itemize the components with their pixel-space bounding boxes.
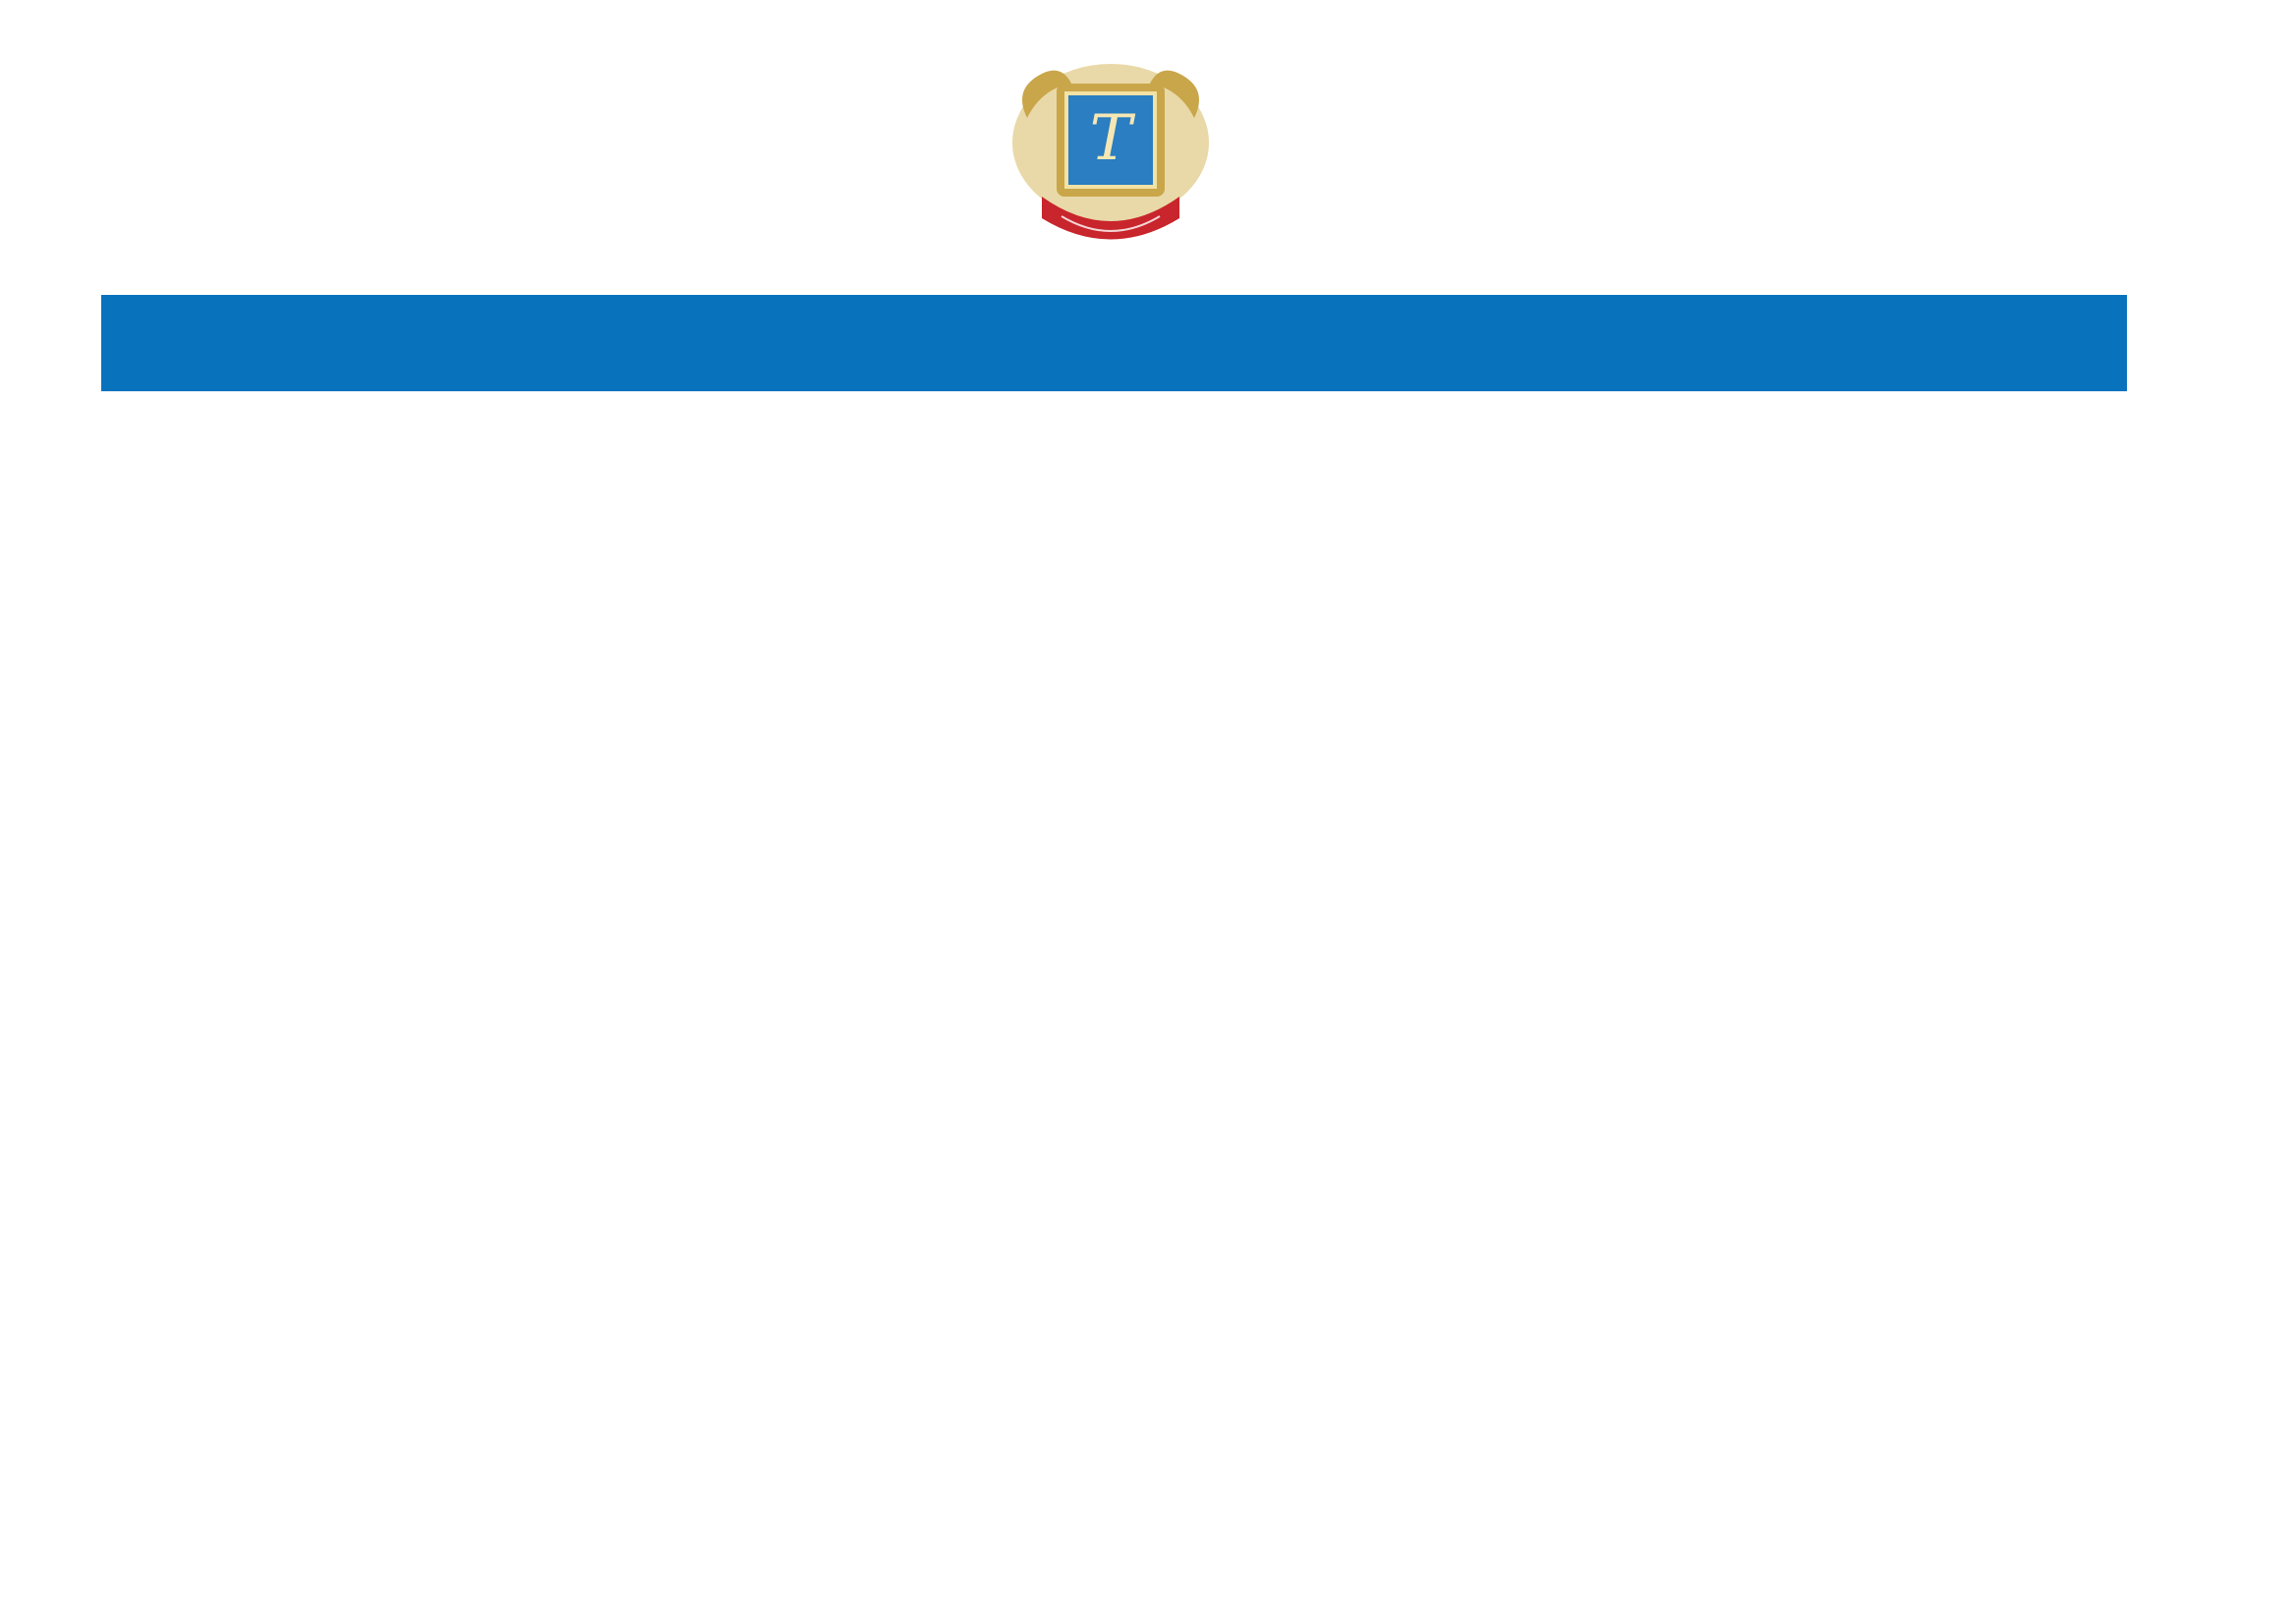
svg-text:T: T xyxy=(1089,102,1132,175)
days-header xyxy=(101,295,2127,391)
